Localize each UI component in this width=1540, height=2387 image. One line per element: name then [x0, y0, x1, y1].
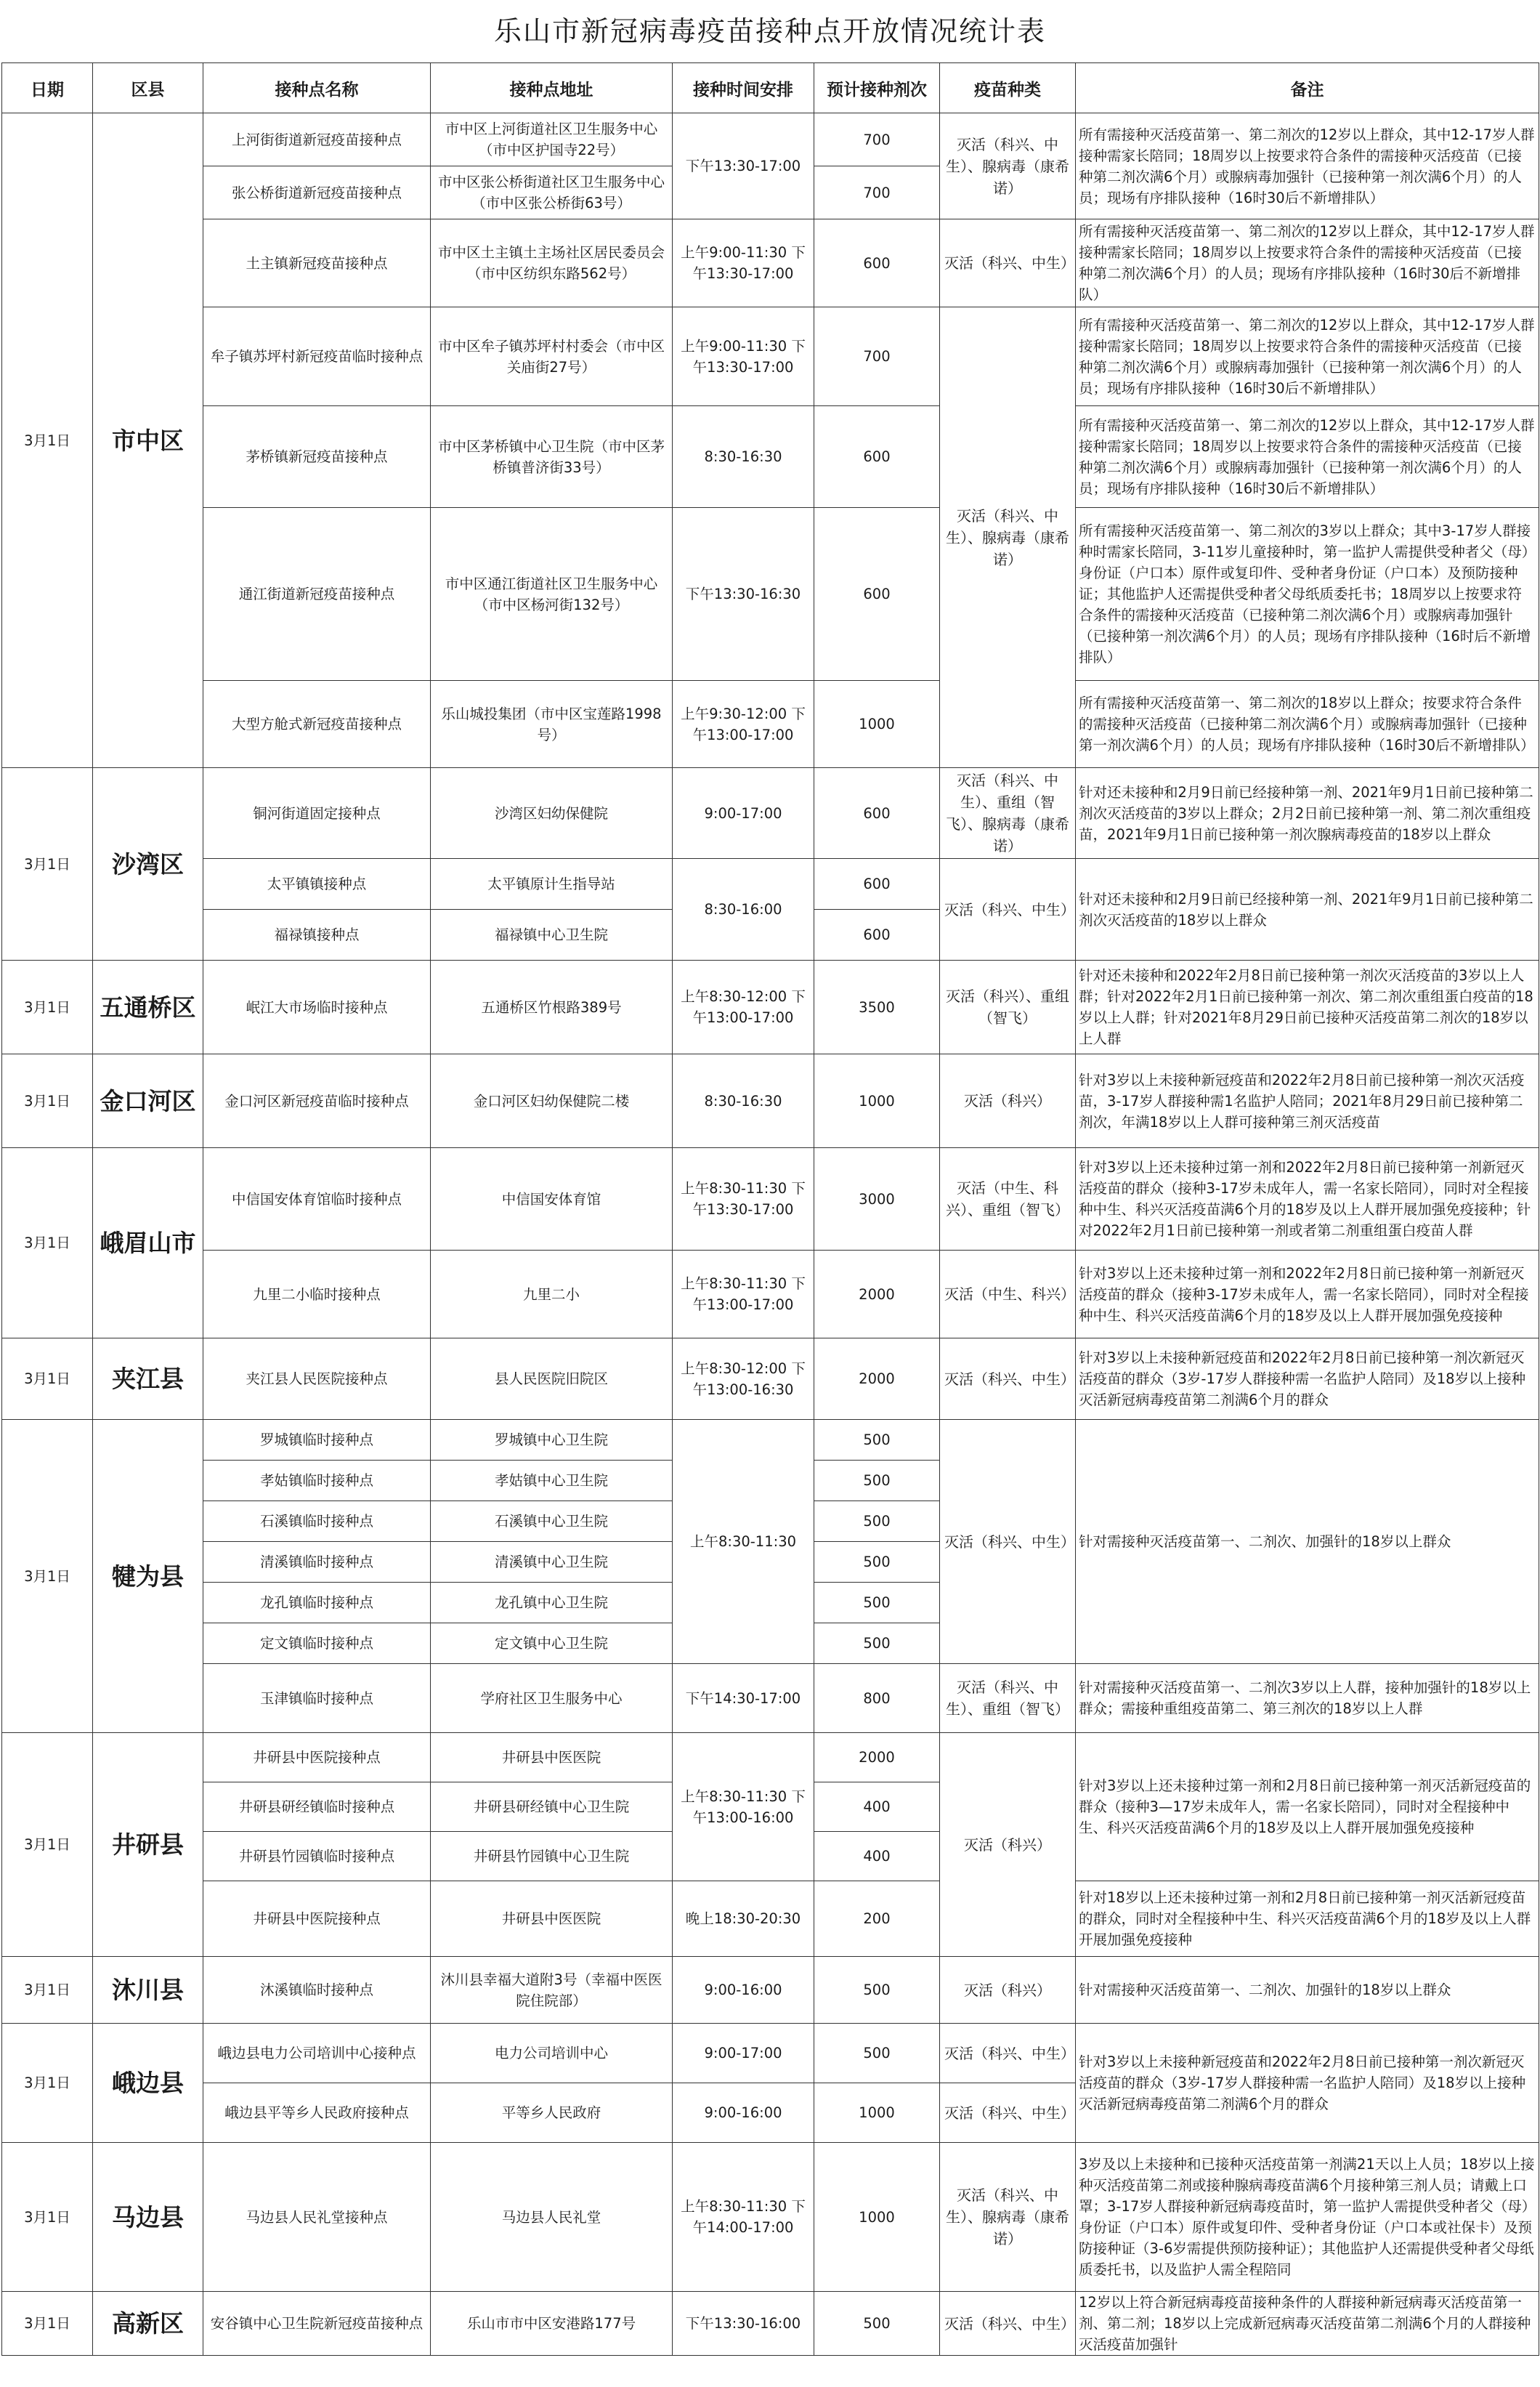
note-cell: 针对还未接种和2月9日前已经接种第一剂、2021年9月1日前已接种第二剂次灭活疫苗的3岁以上群众；2月2日前已接种第一剂、第二剂次重组疫苗，2021年9月1日前已接种第一剂次腺病毒疫苗的18岁以上群众	[1076, 768, 1539, 859]
address-cell: 乐山城投集团（市中区宝莲路1998号）	[431, 681, 673, 768]
site-name-cell: 井研县中医院接种点	[203, 1733, 431, 1782]
vaccination-sites-table	[1, 62, 1539, 2356]
time-cell: 上午9:00-11:30 下午13:30-17:00	[673, 307, 814, 406]
table-row	[2, 1251, 1539, 1338]
doses-cell: 2000	[814, 1338, 940, 1420]
table-row	[2, 961, 1539, 1054]
date-cell: 3月1日	[2, 768, 93, 961]
note-cell: 3岁及以上未接种和已接种灭活疫苗第一剂满21天以上人员；18岁以上接种灭活疫苗第二剂或接种腺病毒疫苗满6个月接种第三剂人员；请戴上口罩；3-17岁人群接种新冠病毒疫苗时，第一监护人需提供受种者父（母）身份证（户口本）原件或复印件、受种者身份证（户口本或社保卡）及预防接种证（3-6岁需提供预防接种证）；其他监护人还需提供受种者父母纸质委托书，以及监护人需全程陪同	[1076, 2143, 1539, 2292]
site-name-cell: 夹江县人民医院接种点	[203, 1338, 431, 1420]
note-cell: 针对3岁以上未接种新冠疫苗和2022年2月8日前已接种第一剂次新冠灭活疫苗的群众（3岁-17岁人群接种需一名监护人陪同）及18岁以上接种灭活新冠病毒疫苗第二剂满6个月的群众	[1076, 2024, 1539, 2143]
district-cell: 高新区	[93, 2292, 203, 2356]
table-row	[2, 768, 1539, 859]
table-row	[2, 1054, 1539, 1148]
address-cell: 五通桥区竹根路389号	[431, 961, 673, 1054]
doses-cell: 1000	[814, 681, 940, 768]
time-cell: 9:00-17:00	[673, 2024, 814, 2083]
table-row	[2, 2292, 1539, 2356]
header-doses: 预计接种剂次	[814, 63, 940, 113]
time-cell: 上午8:30-11:30 下午13:00-16:00	[673, 1733, 814, 1881]
header-site-name: 接种点名称	[203, 63, 431, 113]
address-cell: 马边县人民礼堂	[431, 2143, 673, 2292]
table-row	[2, 1420, 1539, 1461]
site-name-cell: 马边县人民礼堂接种点	[203, 2143, 431, 2292]
header-date: 日期	[2, 63, 93, 113]
header-address: 接种点地址	[431, 63, 673, 113]
vaccine-cell: 灭活（科兴、中生）、腺病毒（康希诺）	[940, 113, 1076, 219]
date-cell: 3月1日	[2, 1338, 93, 1420]
vaccine-cell: 灭活（科兴）	[940, 1957, 1076, 2024]
doses-cell: 800	[814, 1664, 940, 1733]
site-name-cell: 中信国安体育馆临时接种点	[203, 1148, 431, 1251]
address-cell: 福禄镇中心卫生院	[431, 910, 673, 961]
vaccine-cell: 灭活（中生、科兴）、重组（智飞）	[940, 1148, 1076, 1251]
district-cell: 沙湾区	[93, 768, 203, 961]
site-name-cell: 牟子镇苏坪村新冠疫苗临时接种点	[203, 307, 431, 406]
table-row	[2, 113, 1539, 166]
table-row	[2, 1148, 1539, 1251]
site-name-cell: 井研县竹园镇临时接种点	[203, 1832, 431, 1881]
note-cell: 针对3岁以上未接种新冠疫苗和2022年2月8日前已接种第一剂次灭活疫苗，3-17岁人群接种需1名监护人陪同；2021年8月29日前已接种第二剂次，年满18岁以上人群可接种第三剂灭活疫苗	[1076, 1054, 1539, 1148]
site-name-cell: 石溪镇临时接种点	[203, 1501, 431, 1542]
site-name-cell: 孝姑镇临时接种点	[203, 1461, 431, 1501]
district-cell: 市中区	[93, 113, 203, 768]
address-cell: 市中区张公桥街道社区卫生服务中心（市中区张公桥街63号）	[431, 166, 673, 219]
doses-cell: 1000	[814, 2143, 940, 2292]
address-cell: 中信国安体育馆	[431, 1148, 673, 1251]
table-row	[2, 1338, 1539, 1420]
site-name-cell: 定文镇临时接种点	[203, 1623, 431, 1664]
doses-cell: 500	[814, 2292, 940, 2356]
table-row	[2, 1957, 1539, 2024]
address-cell: 电力公司培训中心	[431, 2024, 673, 2083]
district-cell: 井研县	[93, 1733, 203, 1957]
address-cell: 平等乡人民政府	[431, 2083, 673, 2143]
site-name-cell: 九里二小临时接种点	[203, 1251, 431, 1338]
vaccine-cell: 灭活（科兴、中生）	[940, 219, 1076, 307]
site-name-cell: 龙孔镇临时接种点	[203, 1583, 431, 1623]
address-cell: 市中区上河街道社区卫生服务中心（市中区护国寺22号）	[431, 113, 673, 166]
doses-cell: 500	[814, 1623, 940, 1664]
doses-cell: 600	[814, 859, 940, 910]
doses-cell: 200	[814, 1881, 940, 1957]
address-cell: 井研县中医医院	[431, 1733, 673, 1782]
address-cell: 县人民医院旧院区	[431, 1338, 673, 1420]
vaccine-cell: 灭活（科兴、中生）	[940, 2024, 1076, 2083]
table-row	[2, 859, 1539, 910]
district-cell: 金口河区	[93, 1054, 203, 1148]
doses-cell: 500	[814, 1583, 940, 1623]
doses-cell: 700	[814, 307, 940, 406]
vaccine-cell: 灭活（科兴、中生）	[940, 1338, 1076, 1420]
doses-cell: 2000	[814, 1251, 940, 1338]
table-row	[2, 406, 1539, 508]
time-cell: 上午8:30-11:30 下午14:00-17:00	[673, 2143, 814, 2292]
note-cell: 所有需接种灭活疫苗第一、第二剂次的12岁以上群众，其中12-17岁人群接种需家长陪同；18周岁以上按要求符合条件的需接种灭活疫苗（已接种第二剂次满6个月）或腺病毒加强针（已接种第一剂次满6个月）的人员；现场有序排队接种（16时30后不新增排队）	[1076, 406, 1539, 508]
note-cell: 12岁以上符合新冠病毒疫苗接种条件的人群接种新冠病毒灭活疫苗第一剂、第二剂；18岁以上完成新冠病毒灭活疫苗第二剂满6个月的人群接种灭活疫苗加强针	[1076, 2292, 1539, 2356]
address-cell: 九里二小	[431, 1251, 673, 1338]
time-cell: 晚上18:30-20:30	[673, 1881, 814, 1957]
vaccine-cell: 灭活（科兴）	[940, 1733, 1076, 1957]
date-cell: 3月1日	[2, 2143, 93, 2292]
district-cell: 犍为县	[93, 1420, 203, 1733]
date-cell: 3月1日	[2, 961, 93, 1054]
note-cell: 针对需接种灭活疫苗第一、二剂次、加强针的18岁以上群众	[1076, 1957, 1539, 2024]
time-cell: 下午13:30-17:00	[673, 113, 814, 219]
doses-cell: 600	[814, 768, 940, 859]
header-vaccine: 疫苗种类	[940, 63, 1076, 113]
time-cell: 上午8:30-12:00 下午13:00-16:30	[673, 1338, 814, 1420]
address-cell: 市中区牟子镇苏坪村村委会（市中区关庙街27号）	[431, 307, 673, 406]
date-cell: 3月1日	[2, 1054, 93, 1148]
site-name-cell: 大型方舱式新冠疫苗接种点	[203, 681, 431, 768]
address-cell: 罗城镇中心卫生院	[431, 1420, 673, 1461]
vaccine-cell: 灭活（科兴、中生）、腺病毒（康希诺）	[940, 2143, 1076, 2292]
vaccine-cell: 灭活（科兴、中生）	[940, 2083, 1076, 2143]
note-cell: 所有需接种灭活疫苗第一、第二剂次的12岁以上群众，其中12-17岁人群接种需家长陪同；18周岁以上按要求符合条件的需接种灭活疫苗（已接种第二剂次满6个月）或腺病毒加强针（已接种第一剂次满6个月）的人员；现场有序排队接种（16时30后不新增排队）	[1076, 307, 1539, 406]
site-name-cell: 清溪镇临时接种点	[203, 1542, 431, 1583]
time-cell: 8:30-16:30	[673, 406, 814, 508]
vaccine-cell: 灭活（科兴、中生）、重组（智飞）、腺病毒（康希诺）	[940, 768, 1076, 859]
address-cell: 沐川县幸福大道附3号（幸福中医医院住院部）	[431, 1957, 673, 2024]
date-cell: 3月1日	[2, 1420, 93, 1733]
date-cell: 3月1日	[2, 1148, 93, 1338]
address-cell: 龙孔镇中心卫生院	[431, 1583, 673, 1623]
note-cell: 针对需接种灭活疫苗第一、二剂次、加强针的18岁以上群众	[1076, 1420, 1539, 1664]
site-name-cell: 太平镇镇接种点	[203, 859, 431, 910]
doses-cell: 1000	[814, 2083, 940, 2143]
time-cell: 上午9:30-12:00 下午13:00-17:00	[673, 681, 814, 768]
table-header-row	[2, 63, 1539, 113]
address-cell: 太平镇原计生指导站	[431, 859, 673, 910]
site-name-cell: 土主镇新冠疫苗接种点	[203, 219, 431, 307]
time-cell: 上午8:30-11:30	[673, 1420, 814, 1664]
table-row	[2, 508, 1539, 681]
note-cell: 针对3岁以上还未接种过第一剂和2022年2月8日前已接种第一剂新冠灭活疫苗的群众（接种3-17岁未成年人，需一名家长陪同），同时对全程接种中生、科兴灭活疫苗满6个月的18岁及以上人群开展加强免疫接种	[1076, 1251, 1539, 1338]
time-cell: 下午13:30-16:00	[673, 2292, 814, 2356]
note-cell: 针对需接种灭活疫苗第一、二剂次3岁以上人群，接种加强针的18岁以上群众；需接种重组疫苗第二、第三剂次的18岁以上人群	[1076, 1664, 1539, 1733]
doses-cell: 3500	[814, 961, 940, 1054]
address-cell: 乐山市市中区安港路177号	[431, 2292, 673, 2356]
doses-cell: 500	[814, 1542, 940, 1583]
address-cell: 沙湾区妇幼保健院	[431, 768, 673, 859]
address-cell: 金口河区妇幼保健院二楼	[431, 1054, 673, 1148]
address-cell: 井研县竹园镇中心卫生院	[431, 1832, 673, 1881]
doses-cell: 1000	[814, 1054, 940, 1148]
date-cell: 3月1日	[2, 2292, 93, 2356]
time-cell: 8:30-16:30	[673, 1054, 814, 1148]
note-cell: 所有需接种灭活疫苗第一、第二剂次的18岁以上群众；按要求符合条件的需接种灭活疫苗（已接种第二剂次满6个月）或腺病毒加强针（已接种第一剂次满6个月）的人员；现场有序排队接种（16时30后不新增排队）	[1076, 681, 1539, 768]
note-cell: 针对18岁以上还未接种过第一剂和2月8日前已接种第一剂灭活新冠疫苗的群众，同时对全程接种中生、科兴灭活疫苗满6个月的18岁及以上人群开展加强免疫接种	[1076, 1881, 1539, 1957]
time-cell: 9:00-16:00	[673, 1957, 814, 2024]
site-name-cell: 铜河街道固定接种点	[203, 768, 431, 859]
district-cell: 五通桥区	[93, 961, 203, 1054]
address-cell: 清溪镇中心卫生院	[431, 1542, 673, 1583]
page-title: 乐山市新冠病毒疫苗接种点开放情况统计表	[493, 15, 1046, 47]
note-cell: 针对还未接种和2月9日前已经接种第一剂、2021年9月1日前已接种第二剂次灭活疫苗的18岁以上群众	[1076, 859, 1539, 961]
header-notes: 备注	[1076, 63, 1539, 113]
site-name-cell: 上河街街道新冠疫苗接种点	[203, 113, 431, 166]
table-row	[2, 307, 1539, 406]
address-cell: 市中区土主镇土主场社区居民委员会（市中区纺织东路562号）	[431, 219, 673, 307]
table-row	[2, 1664, 1539, 1733]
doses-cell: 500	[814, 1461, 940, 1501]
address-cell: 孝姑镇中心卫生院	[431, 1461, 673, 1501]
time-cell: 9:00-17:00	[673, 768, 814, 859]
site-name-cell: 茅桥镇新冠疫苗接种点	[203, 406, 431, 508]
site-name-cell: 通江街道新冠疫苗接种点	[203, 508, 431, 681]
doses-cell: 500	[814, 1957, 940, 2024]
table-row	[2, 2024, 1539, 2083]
site-name-cell: 岷江大市场临时接种点	[203, 961, 431, 1054]
address-cell: 定文镇中心卫生院	[431, 1623, 673, 1664]
note-cell: 针对3岁以上还未接种过第一剂和2月8日前已接种第一剂灭活新冠疫苗的群众（接种3—17岁未成年人，需一名家长陪同），同时对全程接种中生、科兴灭活疫苗满6个月的18岁及以上人群开展加强免疫接种	[1076, 1733, 1539, 1881]
time-cell: 8:30-16:00	[673, 859, 814, 961]
date-cell: 3月1日	[2, 1957, 93, 2024]
note-cell: 针对还未接种和2022年2月8日前已接种第一剂次灭活疫苗的3岁以上人群；针对2022年2月1日前已接种第一剂次、第二剂次重组蛋白疫苗的18岁以上人群；针对2021年8月29日前已接种灭活疫苗第二剂次的18岁以上人群	[1076, 961, 1539, 1054]
vaccine-cell: 灭活（科兴、中生）	[940, 2292, 1076, 2356]
header-time: 接种时间安排	[673, 63, 814, 113]
site-name-cell: 峨边县电力公司培训中心接种点	[203, 2024, 431, 2083]
doses-cell: 600	[814, 910, 940, 961]
vaccine-cell: 灭活（科兴、中生）	[940, 859, 1076, 961]
table-row	[2, 1881, 1539, 1957]
site-name-cell: 峨边县平等乡人民政府接种点	[203, 2083, 431, 2143]
table-row	[2, 219, 1539, 307]
table-row	[2, 1733, 1539, 1782]
address-cell: 学府社区卫生服务中心	[431, 1664, 673, 1733]
time-cell: 上午8:30-11:30 下午13:30-17:00	[673, 1148, 814, 1251]
district-cell: 夹江县	[93, 1338, 203, 1420]
time-cell: 上午9:00-11:30 下午13:30-17:00	[673, 219, 814, 307]
district-cell: 马边县	[93, 2143, 203, 2292]
doses-cell: 600	[814, 508, 940, 681]
site-name-cell: 金口河区新冠疫苗临时接种点	[203, 1054, 431, 1148]
doses-cell: 400	[814, 1832, 940, 1881]
table-row	[2, 681, 1539, 768]
date-cell: 3月1日	[2, 113, 93, 768]
doses-cell: 500	[814, 1420, 940, 1461]
address-cell: 石溪镇中心卫生院	[431, 1501, 673, 1542]
doses-cell: 400	[814, 1782, 940, 1832]
table-row	[2, 2143, 1539, 2292]
time-cell: 上午8:30-11:30 下午13:00-17:00	[673, 1251, 814, 1338]
note-cell: 针对3岁以上还未接种过第一剂和2022年2月8日前已接种第一剂新冠灭活疫苗的群众（接种3-17岁未成年人，需一名家长陪同），同时对全程接种中生、科兴灭活疫苗满6个月的18岁及以上人群开展加强免疫接种；针对2022年2月1日前已接种第一剂或者第二剂重组蛋白疫苗人群	[1076, 1148, 1539, 1251]
vaccine-cell: 灭活（中生、科兴）	[940, 1251, 1076, 1338]
header-district: 区县	[93, 63, 203, 113]
site-name-cell: 安谷镇中心卫生院新冠疫苗接种点	[203, 2292, 431, 2356]
address-cell: 井研县中医医院	[431, 1881, 673, 1957]
note-cell: 所有需接种灭活疫苗第一、第二剂次的12岁以上群众，其中12-17岁人群接种需家长陪同；18周岁以上按要求符合条件的需接种灭活疫苗（已接种第二剂次满6个月）或腺病毒加强针（已接种第一剂次满6个月）的人员；现场有序排队接种（16时30后不新增排队）	[1076, 113, 1539, 219]
address-cell: 市中区茅桥镇中心卫生院（市中区茅桥镇普济街33号）	[431, 406, 673, 508]
time-cell: 下午13:30-16:30	[673, 508, 814, 681]
vaccine-cell: 灭活（科兴、中生）	[940, 1420, 1076, 1664]
site-name-cell: 玉津镇临时接种点	[203, 1664, 431, 1733]
district-cell: 沐川县	[93, 1957, 203, 2024]
doses-cell: 600	[814, 219, 940, 307]
vaccine-cell: 灭活（科兴、中生）、腺病毒（康希诺）	[940, 307, 1076, 768]
doses-cell: 500	[814, 1501, 940, 1542]
site-name-cell: 沐溪镇临时接种点	[203, 1957, 431, 2024]
vaccine-cell: 灭活（科兴、中生）、重组（智飞）	[940, 1664, 1076, 1733]
vaccine-cell: 灭活（科兴）、重组（智飞）	[940, 961, 1076, 1054]
doses-cell: 3000	[814, 1148, 940, 1251]
time-cell: 上午8:30-12:00 下午13:00-17:00	[673, 961, 814, 1054]
vaccine-cell: 灭活（科兴）	[940, 1054, 1076, 1148]
note-cell: 所有需接种灭活疫苗第一、第二剂次的12岁以上群众，其中12-17岁人群接种需家长陪同；18周岁以上按要求符合条件的需接种灭活疫苗（已接种第二剂次满6个月）的人员；现场有序排队接种（16时30后不新增排队）	[1076, 219, 1539, 307]
time-cell: 9:00-16:00	[673, 2083, 814, 2143]
time-cell: 下午14:30-17:00	[673, 1664, 814, 1733]
site-name-cell: 福禄镇接种点	[203, 910, 431, 961]
site-name-cell: 井研县研经镇临时接种点	[203, 1782, 431, 1832]
doses-cell: 600	[814, 406, 940, 508]
site-name-cell: 井研县中医院接种点	[203, 1881, 431, 1957]
district-cell: 峨边县	[93, 2024, 203, 2143]
address-cell: 井研县研经镇中心卫生院	[431, 1782, 673, 1832]
doses-cell: 700	[814, 113, 940, 166]
district-cell: 峨眉山市	[93, 1148, 203, 1338]
note-cell: 针对3岁以上未接种新冠疫苗和2022年2月8日前已接种第一剂次新冠灭活疫苗的群众（3岁-17岁人群接种需一名监护人陪同）及18岁以上接种灭活新冠病毒疫苗第二剂满6个月的群众	[1076, 1338, 1539, 1420]
doses-cell: 2000	[814, 1733, 940, 1782]
note-cell: 所有需接种灭活疫苗第一、第二剂次的3岁以上群众；其中3-17岁人群接种时需家长陪同，3-11岁儿童接种时，第一监护人需提供受种者父（母）身份证（户口本）原件或复印件、受种者身份证（户口本）及预防接种证；其他监护人还需提供受种者父母纸质委托书；18周岁以上按要求符合条件的需接种灭活疫苗（已接种第二剂次满6个月）或腺病毒加强针（已接种第一剂次满6个月）的人员；现场有序排队接种（16时后不新增排队）	[1076, 508, 1539, 681]
doses-cell: 700	[814, 166, 940, 219]
site-name-cell: 张公桥街道新冠疫苗接种点	[203, 166, 431, 219]
site-name-cell: 罗城镇临时接种点	[203, 1420, 431, 1461]
date-cell: 3月1日	[2, 1733, 93, 1957]
doses-cell: 500	[814, 2024, 940, 2083]
date-cell: 3月1日	[2, 2024, 93, 2143]
address-cell: 市中区通江街道社区卫生服务中心（市中区杨河街132号）	[431, 508, 673, 681]
